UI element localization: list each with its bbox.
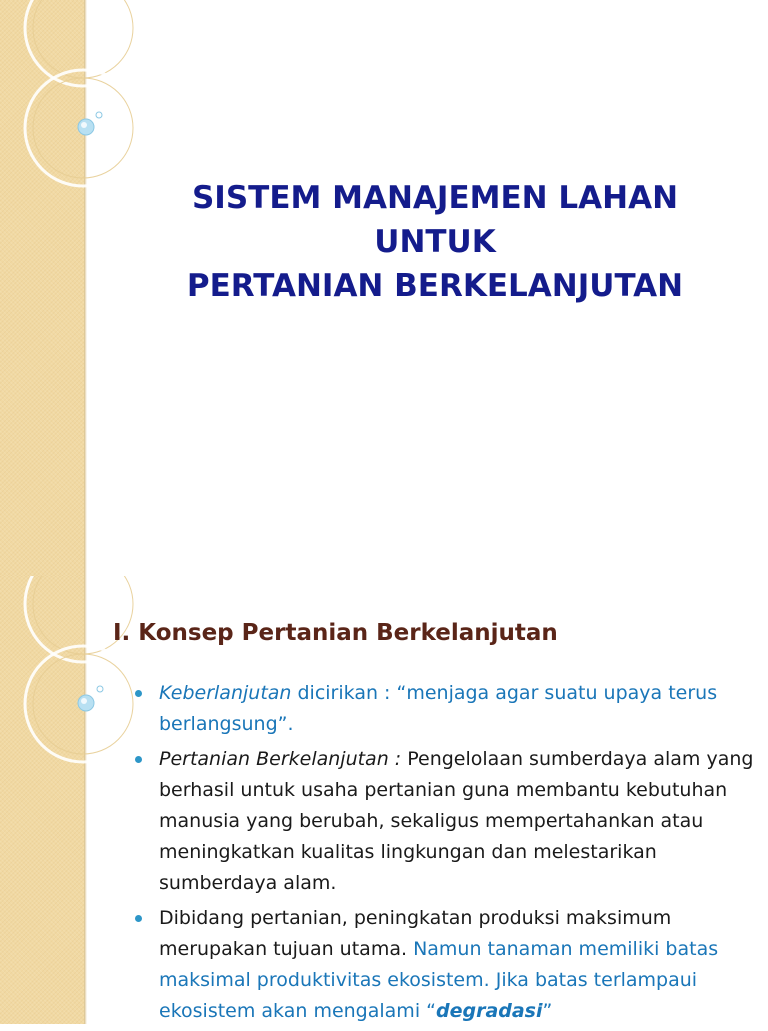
- bullet-list: [131, 678, 759, 1031]
- emphasis-term: degradasi: [435, 1000, 543, 1022]
- bullet-text: Pengelolaan sumberdaya alam yang berhasil untuk usaha pertanian guna membantu kebutuhan manusia yang berubah, sekaligus mempertahankan atau meningkatkan kualitas lingkungan dan melestarikan sumberdaya alam.: [159, 748, 754, 894]
- bullet-item: [131, 903, 759, 1027]
- bullet-text: Dibidang pertanian, peningkatan produksi maksimum merupakan tujuan utama.: [159, 907, 672, 960]
- bullet-separator: :: [388, 748, 408, 770]
- bullet-term: Keberlanjutan: [159, 682, 292, 704]
- bullet-text-highlight: Namun tanaman memiliki batas maksimal produktivitas ekosistem. Jika batas terlampaui ekosistem akan mengalami: [159, 938, 719, 1022]
- close-quote: ”: [542, 1000, 553, 1022]
- slide-title-text: [120, 176, 750, 308]
- bullet-text: dicirikan : “menjaga agar suatu upaya terus berlangsung”.: [159, 682, 718, 735]
- title-line-2: UNTUK: [374, 224, 496, 260]
- decorative-rings-icon: [0, 0, 120, 220]
- section-heading: I. Konsep Pertanian Berkelanjutan: [113, 620, 558, 646]
- title-line-3: PERTANIAN BERKELANJUTAN: [186, 268, 684, 304]
- title-line-1: SISTEM MANAJEMEN LAHAN: [191, 180, 679, 216]
- bullet-item: [131, 744, 759, 899]
- bullet-term: Pertanian Berkelanjutan: [159, 748, 389, 770]
- open-quote: “: [426, 1000, 436, 1022]
- bullet-item: [131, 678, 759, 740]
- decorative-rings-icon: [0, 576, 120, 796]
